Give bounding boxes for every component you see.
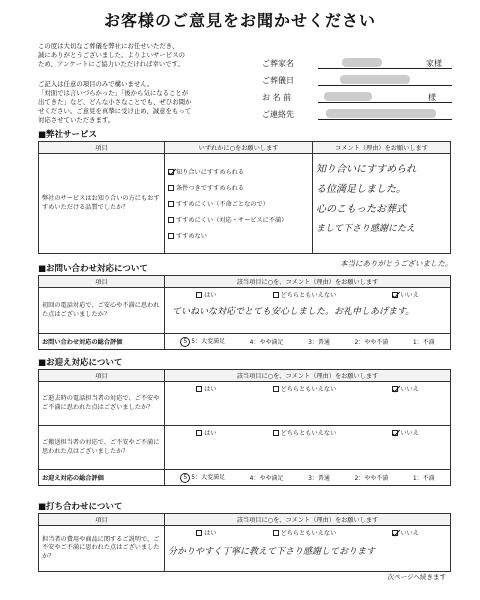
question-transport: ご搬送担当者の対応で、ご不安やご不満に思われた点はございましたか？	[39, 426, 165, 470]
pickup-table: 項目 該当項目に○を、コメント（理由）をお願いします ご逝去時の電話担当者の対応で、ご不安やご不満に思われた点はございましたか？ はい どちらともいえない いいえ ご搬送担当者の対応で、ご不安やご不満に思われた点はございましたか？ はい どちらともいえない いいえ お迎え対応の総合評価 5 5：大変満足 4：やや満足 3：普通 2：やや不満 1：不満	[38, 369, 451, 486]
rating-option-4[interactable]: 4：やや満足	[249, 475, 284, 482]
page-title: お客様のご意見をお聞かせください	[103, 11, 376, 30]
handwritten-comment-inquiry: ていねいな対応でとても安心しました。お礼申しあげます。	[172, 307, 415, 317]
option-recommend-3[interactable]: すすめにくい（不命ごとなので）	[168, 196, 309, 212]
section-heading-meeting: ■打ち合わせについて	[38, 502, 123, 512]
rating-option-5[interactable]: 5 5：大変満足	[180, 472, 225, 483]
intro-paragraph-1: この度は大切なご葬儀を弊社にお任せいただき、 誠にありがとうございました。よりよいサービスの ため、アンケートにご協力いただければ幸いです。	[38, 42, 185, 68]
option-neutral[interactable]: どちらともいえない	[273, 528, 337, 537]
option-neutral[interactable]: どちらともいえない	[273, 384, 337, 393]
rating-pickup[interactable]	[165, 470, 451, 486]
handwritten-comment-meeting: 分かりやすく丁寧に教えて下さり感謝しております	[168, 547, 376, 557]
intro-paragraph-2: ご記入は任意の項目のみで構いません。 「対面では言いづらかった」「後から気になることが 出てきた」など、どんな小さなことでも、ぜひお聞か せください。ご意見を真摯に受け止め、誠意をもって 対応させていただきます。	[38, 80, 192, 124]
death-call-answer[interactable]	[165, 382, 451, 426]
section-heading-service: ■弊社サービス	[38, 130, 98, 140]
question-recommend: 弊社のサービスはお知り合いの方にもおすすめいただける品質でしたか？	[39, 154, 165, 254]
inquiry-table: 項目 該当項目に○を、コメント（理由）をお願いします 初回の電話対応で、ご安心や不満に思われた点はございましたか？ はい どちらともいえない いいえ お問い合わせ対応の総合評価 5 5：大変満足 4：やや満足 3：普通 2：やや不満 1：不満	[38, 275, 451, 350]
question-death-call: ご逝去時の電話担当者の対応で、ご不安やご不満に思われた点はございましたか？	[39, 382, 165, 426]
option-yes[interactable]: はい	[196, 384, 216, 393]
handwritten-comment-2: る位満足しました。	[316, 184, 406, 195]
rating-option-3[interactable]: 3：普通	[308, 339, 330, 346]
option-recommend-2[interactable]: 条件つきですすめられる	[168, 180, 309, 196]
meeting-table: 項目 該当項目に○を、コメント（理由）をお願いします 担当者の費用や商品に関するご説明で、ご不安やご不満に思われた点はございましたか？ はい どちらともいえない いいえ	[38, 513, 451, 572]
rating-inquiry[interactable]	[165, 334, 451, 350]
section-heading-pickup: ■お迎え対応について	[38, 358, 123, 368]
rating-option-1[interactable]: 1：不満	[412, 339, 435, 346]
option-yes[interactable]: はい	[196, 290, 216, 299]
option-neutral[interactable]: どちらともいえない	[273, 428, 337, 437]
recommend-options	[165, 154, 313, 254]
option-recommend-1[interactable]: 知り合いにすすめられる	[168, 164, 309, 180]
question-cost-explanation: 担当者の費用や商品に関するご説明で、ご不安やご不満に思われた点はございましたか？	[39, 526, 165, 572]
redacted-value	[342, 58, 382, 67]
rating-option-4[interactable]: 4：やや満足	[249, 339, 284, 346]
redacted-value	[340, 75, 410, 84]
handwritten-comment-3: 心のこもったお葬式	[316, 204, 406, 215]
rating-option-1[interactable]: 1：不満	[412, 475, 435, 482]
rating-option-2[interactable]: 2：やや不満	[354, 339, 389, 346]
option-recommend-4[interactable]: すすめにくい（対応・サービスに不満）	[168, 212, 309, 228]
continued-note: 次ページへ続きます	[387, 573, 446, 581]
option-no[interactable]: いいえ	[392, 384, 419, 393]
rating-option-2[interactable]: 2：やや不満	[354, 475, 389, 482]
checkbox-checked[interactable]	[168, 169, 174, 175]
rating-label-pickup: お迎え対応の総合評価	[39, 470, 165, 486]
rating-option-3[interactable]: 3：普通	[308, 475, 330, 482]
option-recommend-5[interactable]: すすめない	[168, 228, 309, 244]
handwritten-comment-4: 本当にありがとうございました。	[340, 259, 453, 268]
handwritten-comment-1: 知り合いにすすめられ	[316, 164, 417, 175]
option-no[interactable]: いいえ	[392, 528, 419, 537]
option-no[interactable]: いいえ	[392, 290, 419, 299]
option-yes[interactable]: はい	[196, 528, 216, 537]
redacted-value	[324, 92, 372, 101]
option-neutral[interactable]: どちらともいえない	[273, 290, 337, 299]
checkbox[interactable]	[168, 233, 174, 239]
rating-option-5[interactable]: 5 5：大変満足	[180, 336, 225, 347]
service-table: 項目 いずれかに○をお願いします コメント（理由）をお願いします 弊社のサービスはお知り合いの方にもおすすめいただける品質でしたか？ 知り合いにすすめられる 条件つきですすめられる すすめにくい（不命ごとなので） すすめにくい（対応・サービスに不満） すすめない	[38, 141, 451, 254]
checkbox[interactable]	[168, 217, 174, 223]
section-heading-inquiry: ■お問い合わせ対応について	[38, 264, 148, 274]
rating-label-inquiry: お問い合わせ対応の総合評価	[39, 334, 165, 350]
checkbox[interactable]	[168, 185, 174, 191]
question-first-call: 初回の電話対応で、ご安心や不満に思われた点はございましたか？	[39, 288, 165, 334]
survey-page: お客様のご意見をお聞かせください この度は大切なご葬儀を弊社にお任せいただき、 誠にありがとうございました。よりよいサービスの ため、アンケートにご協力いただければ幸いです。 ご記入は任意の項目のみで構いません。 「対面では言いづらかった」「後から気になることが 出てきた」など、どんな小さなことでも、ぜひお聞か せください。ご意見を真摯に受け止め、誠意をもって 対応させていただきます。 ご葬家名 家様 ご葬儀日 お 名 前 様 ご連絡先 ■弊社サービス 項目 いずれかに○をお願いします コメント（理由）をお願いします 弊社のサービスはお知り合いの方にもおすすめいただける品質でしたか？ 知り合いにすすめられる 条件つきですすめられる すすめにくい（不命ごとなので） すすめにくい（対応・サービスに不満） すすめない 知り合いにすすめられ る位満足しました。 心のこもったお葬式 まして下さり感謝にたえ 本当にありがとうございました。 ■お問い合わせ対応について 項目 該当項目に○を、コメント（理由）をお願いします 初回の電話対応で、ご安心や不満に思われた点はございましたか？ はい どちらともいえない いいえ お問い合わせ対応の総合評価 5 5：大変満足 4：やや満足 3：普通 2：やや不満 1：不満 ていねいな対応でとても安心しました。お礼申しあげます。 ■お迎え対応について 項目 該当項目に○を、コメント（理由）をお願いします ご逝去時の電話担当者の対応で、ご不安やご不満に思われた点はございましたか？ はい どちらともいえない いいえ ご搬送担当者の対応で、ご不安やご不満に思われた点はございましたか？ はい どちらともいえない いいえ お迎え対応の総合評価 5 5：大変満足 4：やや満足 3：普通 2：やや不満 1：不満 ■打ち合わせについて 項目 該当項目に○を、コメント（理由）をお願いします 担当者の費用や商品に関するご説明で、ご不安やご不満に思われた点はございましたか？ はい どちらともいえない いいえ 分かりやすく丁寧に教えて下さり感謝しております 次ページへ続きます	[0, 0, 480, 600]
transport-answer[interactable]	[165, 426, 451, 470]
option-yes[interactable]: はい	[196, 428, 216, 437]
option-no[interactable]: いいえ	[392, 428, 419, 437]
checkbox[interactable]	[168, 201, 174, 207]
redacted-value	[326, 109, 436, 118]
handwritten-comment-5: まして下さり感謝にたえ	[316, 224, 416, 234]
